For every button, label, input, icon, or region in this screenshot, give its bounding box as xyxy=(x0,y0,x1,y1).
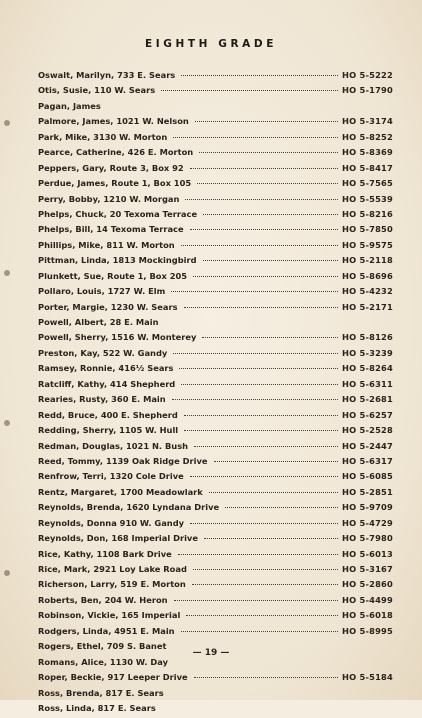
dot-leader xyxy=(195,121,338,122)
dot-leader xyxy=(179,368,338,369)
list-item xyxy=(38,379,394,394)
list-item xyxy=(38,194,394,209)
binding-hole xyxy=(4,570,10,576)
list-item xyxy=(38,255,394,270)
dot-leader xyxy=(204,538,338,539)
list-item xyxy=(38,286,394,301)
student-name-address: Richerson, Larry, 519 E. Morton xyxy=(38,579,186,590)
list-item xyxy=(38,425,394,440)
list-item xyxy=(38,147,394,162)
student-name-address: Romans, Alice, 1130 W. Day xyxy=(38,656,169,667)
list-item xyxy=(38,116,394,131)
dot-leader xyxy=(184,307,338,308)
list-item xyxy=(38,101,394,116)
dot-leader xyxy=(181,384,338,385)
dot-leader xyxy=(178,554,338,555)
student-name-address: Roberts, Ben, 204 W. Heron xyxy=(38,594,168,605)
student-name-address: Redding, Sherry, 1105 W. Hull xyxy=(38,425,179,436)
student-name-address: Phelps, Bill, 14 Texoma Terrace xyxy=(38,224,184,235)
binding-holes xyxy=(4,0,12,700)
phone-number: HO 5-3167 xyxy=(342,564,393,574)
phone-number: HO 5-2528 xyxy=(342,425,393,436)
list-item xyxy=(38,271,394,286)
list-item xyxy=(38,132,394,147)
list-item xyxy=(38,163,394,178)
student-name-address: Ramsey, Ronnie, 416½ Sears xyxy=(38,363,174,374)
phone-number: HO 5-2681 xyxy=(342,394,393,405)
phone-number: HO 5-8995 xyxy=(342,625,393,636)
student-name-address: Redman, Douglas, 1021 N. Bush xyxy=(38,440,189,451)
student-name-address: Oswalt, Marilyn, 733 E. Sears xyxy=(38,70,176,80)
dot-leader xyxy=(172,399,338,400)
student-name-address: Reynolds, Donna 910 W. Gandy xyxy=(38,517,185,528)
dot-leader xyxy=(181,75,338,76)
student-name-address: Peppers, Gary, Route 3, Box 92 xyxy=(38,162,184,173)
dot-leader xyxy=(184,430,338,431)
phone-number: HO 5-6311 xyxy=(342,378,393,389)
phone-number: HO 5-4499 xyxy=(342,594,393,605)
phone-number: HO 5-2118 xyxy=(342,255,393,266)
dot-leader xyxy=(184,415,338,416)
dot-leader xyxy=(193,569,338,570)
phone-number: HO 5-5539 xyxy=(342,193,393,204)
page-number: — 19 — xyxy=(192,648,230,658)
phone-number: HO 5-5184 xyxy=(342,672,393,683)
phone-number: HO 5-4729 xyxy=(342,517,393,528)
phone-number: HO 5-2447 xyxy=(342,440,393,451)
phone-number: HO 5-3239 xyxy=(342,347,393,358)
phone-number: HO 5-2860 xyxy=(342,579,393,590)
student-name-address: Phelps, Chuck, 20 Texoma Terrace xyxy=(38,208,198,219)
dot-leader xyxy=(193,276,338,277)
list-item xyxy=(38,410,394,425)
dot-leader xyxy=(161,90,338,91)
phone-number: HO 5-8417 xyxy=(342,162,393,173)
dot-leader xyxy=(173,353,338,354)
dot-leader xyxy=(181,631,338,632)
student-name-address: Preston, Kay, 522 W. Gandy xyxy=(38,347,168,358)
list-item xyxy=(38,456,394,471)
student-name-address: Perry, Bobby, 1210 W. Morgan xyxy=(38,193,180,204)
dot-leader xyxy=(190,229,338,230)
dot-leader xyxy=(203,260,338,261)
list-item xyxy=(38,363,394,378)
student-name-address: Roper, Beckie, 917 Leeper Drive xyxy=(38,672,188,683)
student-name-address: Pittman, Linda, 1813 Mockingbird xyxy=(38,255,197,266)
dot-leader xyxy=(186,615,338,616)
list-item xyxy=(38,502,394,517)
list-item xyxy=(38,564,394,579)
dot-leader xyxy=(225,507,338,508)
list-item xyxy=(38,533,394,548)
student-name-address: Pollaro, Louis, 1727 W. Elm xyxy=(38,286,166,297)
student-name-address: Porter, Margie, 1230 W. Sears xyxy=(38,301,178,312)
dot-leader xyxy=(185,199,338,200)
phone-number: HO 5-6018 xyxy=(342,610,393,621)
dot-leader xyxy=(202,337,338,338)
binding-hole xyxy=(4,270,10,276)
list-item xyxy=(38,441,394,456)
student-name-address: Pearce, Catherine, 426 E. Morton xyxy=(38,147,194,158)
student-name-address: Renfrow, Terri, 1320 Cole Drive xyxy=(38,471,184,482)
phone-number: HO 5-8126 xyxy=(342,332,393,343)
dot-leader xyxy=(203,214,338,215)
dot-leader xyxy=(194,446,338,447)
binding-hole xyxy=(4,420,10,426)
student-name-address: Pagan, James xyxy=(38,100,101,111)
phone-number: HO 5-7850 xyxy=(342,224,393,235)
phone-number: HO 5-3174 xyxy=(342,116,393,127)
student-name-address: Park, Mike, 3130 W. Morton xyxy=(38,131,168,142)
student-name-address: Ross, Linda, 817 E. Sears xyxy=(38,702,156,713)
dot-leader xyxy=(190,523,338,524)
list-item xyxy=(38,657,394,672)
dot-leader xyxy=(199,152,338,153)
dot-leader xyxy=(209,492,338,493)
student-name-address: Redd, Bruce, 400 E. Shepherd xyxy=(38,409,178,420)
student-name-address: Ratcliff, Kathy, 414 Shepherd xyxy=(38,378,176,389)
list-item xyxy=(38,178,394,193)
student-name-address: Rentz, Margaret, 1700 Meadowlark xyxy=(38,486,203,497)
list-item xyxy=(38,85,394,100)
student-name-address: Plunkett, Sue, Route 1, Box 205 xyxy=(38,270,188,281)
dot-leader xyxy=(174,600,338,601)
list-item xyxy=(38,240,394,255)
student-name-address: Rice, Mark, 2921 Loy Lake Road xyxy=(38,564,187,574)
dot-leader xyxy=(171,291,338,292)
phone-number: HO 5-5222 xyxy=(342,70,393,80)
phone-number: HO 5-8216 xyxy=(342,208,393,219)
list-item xyxy=(38,332,394,347)
list-item xyxy=(38,348,394,363)
student-name-address: Otis, Susie, 110 W. Sears xyxy=(38,85,156,96)
student-name-address: Rodgers, Linda, 4951 E. Main xyxy=(38,625,175,636)
student-name-address: Reynolds, Brenda, 1620 Lyndana Drive xyxy=(38,502,220,513)
binding-hole xyxy=(4,120,10,126)
phone-number: HO 5-4232 xyxy=(342,286,393,297)
list-item xyxy=(38,595,394,610)
phone-number: HO 5-1790 xyxy=(342,85,393,96)
phone-number: HO 5-8696 xyxy=(342,270,393,281)
dot-leader xyxy=(190,168,338,169)
list-item xyxy=(38,518,394,533)
dot-leader xyxy=(214,461,339,462)
list-item xyxy=(38,487,394,502)
list-item xyxy=(38,688,394,703)
phone-number: HO 5-6317 xyxy=(342,455,393,466)
phone-number: HO 5-8369 xyxy=(342,147,393,158)
phone-number: HO 5-7980 xyxy=(342,533,393,544)
phone-number: HO 5-9709 xyxy=(342,502,393,513)
list-item xyxy=(38,549,394,564)
student-name-address: Rearies, Rusty, 360 E. Main xyxy=(38,394,166,405)
list-item xyxy=(38,471,394,486)
list-item xyxy=(38,703,394,718)
student-name-address: Robinson, Vickie, 165 Imperial xyxy=(38,610,181,621)
phone-number: HO 5-2171 xyxy=(342,301,393,312)
list-item xyxy=(38,394,394,409)
student-name-address: Ross, Brenda, 817 E. Sears xyxy=(38,687,164,698)
phone-number: HO 5-6085 xyxy=(342,471,393,482)
student-name-address: Reed, Tommy, 1139 Oak Ridge Drive xyxy=(38,455,208,466)
phone-number: HO 5-8252 xyxy=(342,131,393,142)
phone-number: HO 5-8264 xyxy=(342,363,393,374)
dot-leader xyxy=(173,137,338,138)
student-name-address: Reynolds, Don, 168 Imperial Drive xyxy=(38,533,198,544)
list-item xyxy=(38,579,394,594)
dot-leader xyxy=(181,245,338,246)
list-item xyxy=(38,672,394,687)
student-name-address: Powell, Albert, 28 E. Main xyxy=(38,317,159,327)
student-list xyxy=(38,70,394,718)
page-title: EIGHTH GRADE xyxy=(144,38,277,50)
list-item xyxy=(38,317,394,332)
phone-number: HO 5-7565 xyxy=(342,178,393,189)
list-item xyxy=(38,224,394,239)
student-name-address: Powell, Sherry, 1516 W. Monterey xyxy=(38,332,197,343)
dot-leader xyxy=(197,183,338,184)
phone-number: HO 5-6257 xyxy=(342,409,393,420)
list-item xyxy=(38,626,394,641)
student-name-address: Rogers, Ethel, 709 S. Banet xyxy=(38,641,167,652)
list-item xyxy=(38,70,394,85)
dot-leader xyxy=(190,476,338,477)
student-name-address: Rice, Kathy, 1108 Bark Drive xyxy=(38,548,172,559)
dot-leader xyxy=(194,677,338,678)
student-name-address: Palmore, James, 1021 W. Nelson xyxy=(38,116,189,127)
student-name-address: Phillips, Mike, 811 W. Morton xyxy=(38,239,175,250)
list-item xyxy=(38,302,394,317)
phone-number: HO 5-2851 xyxy=(342,486,393,497)
list-item xyxy=(38,209,394,224)
student-name-address: Perdue, James, Route 1, Box 105 xyxy=(38,178,192,189)
dot-leader xyxy=(192,584,338,585)
phone-number: HO 5-9575 xyxy=(342,239,393,250)
phone-number: HO 5-6013 xyxy=(342,548,393,559)
list-item xyxy=(38,610,394,625)
